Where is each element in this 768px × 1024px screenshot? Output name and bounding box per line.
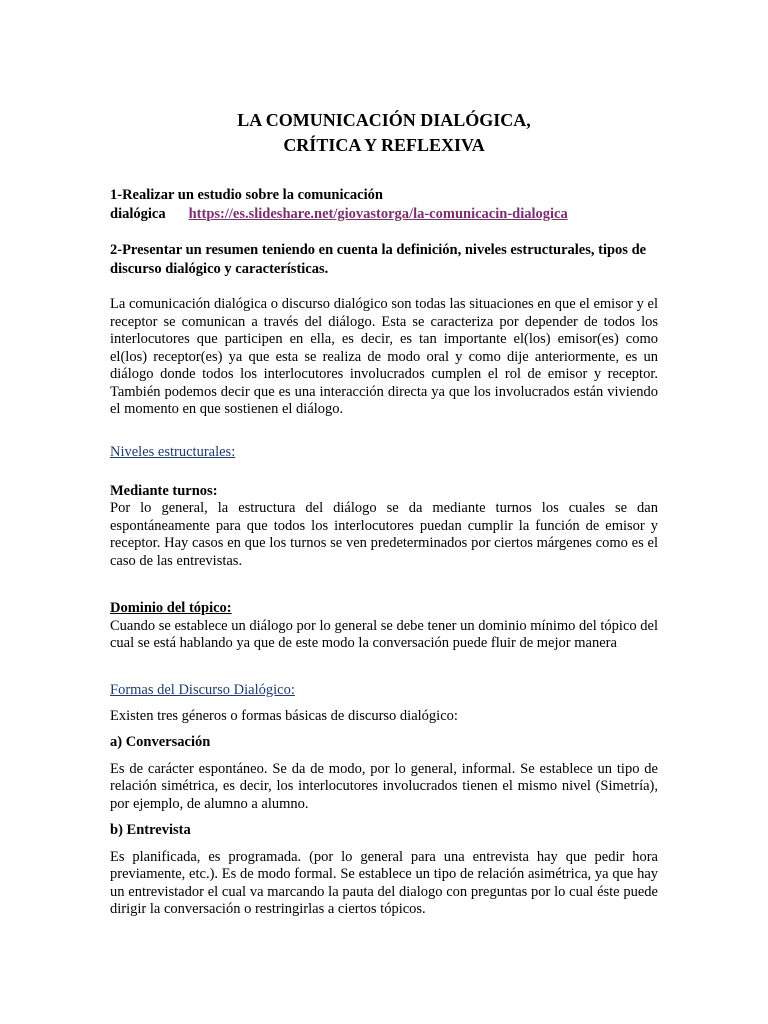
entrevista-paragraph: Es planificada, es programada. (por lo general para una entrevista hay que pedir hora previamente, etc.). Es de modo formal. Se establece un tipo de relación asimétrica, ya que hay un entrevistador el cual va marcando la pauta del dialogo con preguntas por lo cual éste puede dirigir la conversación o restringirlas a ciertos tópicos. — [110, 848, 658, 917]
turnos-heading: Mediante turnos: — [110, 482, 218, 499]
formas-heading-text: Formas del Discurso Dialógico: — [110, 681, 295, 698]
dominio-paragraph: Cuando se establece un diálogo por lo general se debe tener un dominio mínimo del tópico del cual se está hablando ya que de este modo la conversación puede fluir de mejor manera — [110, 617, 658, 651]
conversacion-heading: a) Conversación — [110, 734, 211, 750]
task-2: 2-Presentar un resumen teniendo en cuenta la definición, niveles estructurales, tipos de discurso dialógico y características. — [110, 242, 647, 277]
dominio-heading-text: Dominio del tópico: — [110, 600, 232, 616]
entrevista-heading: b) Entrevista — [110, 822, 191, 838]
task-1-line-1: 1-Realizar un estudio sobre la comunicación — [110, 187, 383, 203]
niveles-heading-text: Niveles estructurales: — [110, 443, 236, 460]
task-1-word: dialógica — [110, 205, 166, 222]
dominio-heading — [110, 600, 658, 618]
intro-paragraph: La comunicación dialógica o discurso dialógico son todas las situaciones en que el emisor y el receptor se comunican a través del diálogo. Esta se caracteriza por depender de todos los interlocutores que participen en ella, es decir, es tan importante el(los) emisor(es) como el(los) receptor(es) ya que esta se realiza de modo oral y como dije anteriormente, es un diálogo donde todos los interlocutores involucrados cumplen el rol de emisor y receptor. También podemos decir que es una interacción directa ya que los involucrados están viviendo el momento en que sostienen el diálogo. — [110, 296, 658, 417]
task-1-line-2 — [110, 205, 658, 224]
task-1 — [110, 186, 658, 223]
conversacion-paragraph: Es de carácter espontáneo. Se da de modo, por lo general, informal. Se establece un tipo de relación simétrica, es decir, los interlocutores involucrados tienen el mismo nivel (Simetría), por ejemplo, de alumno a alumno. — [110, 760, 658, 812]
document-title — [110, 108, 658, 158]
niveles-heading — [110, 443, 658, 461]
formas-heading — [110, 681, 658, 699]
title-line-2: CRÍTICA Y REFLEXIVA — [283, 135, 485, 155]
generos-paragraph: Existen tres géneros o formas básicas de discurso dialógico: — [110, 707, 458, 724]
title-line-1: LA COMUNICACIÓN DIALÓGICA, — [237, 110, 531, 130]
turnos-paragraph: Por lo general, la estructura del diálogo se da mediante turnos los cuales se dan espontáneamente para que todos los interlocutores puedan cumplir la función de emisor y receptor. Hay casos en que los turnos se ven predeterminados por ciertos márgenes como es el caso de las entrevistas. — [110, 500, 658, 569]
slideshare-link[interactable]: https://es.slideshare.net/giovastorga/la-comunicacin-dialogica — [188, 205, 568, 222]
